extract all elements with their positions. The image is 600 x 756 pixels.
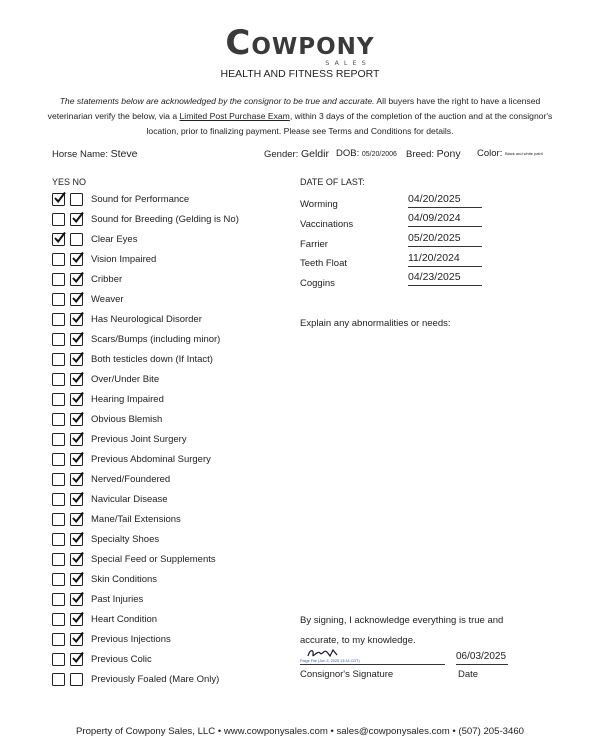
- signature-label: Consignor's Signature: [300, 669, 394, 680]
- no-checkbox[interactable]: [70, 353, 83, 366]
- condition-label: Previously Foaled (Mare Only): [91, 674, 220, 685]
- breed-label: Breed:: [406, 149, 434, 160]
- condition-label: Past Injuries: [91, 594, 144, 605]
- color-label: Color:: [477, 148, 503, 159]
- condition-label: Scars/Bumps (including minor): [91, 334, 221, 345]
- yes-checkbox[interactable]: [52, 453, 65, 466]
- yes-checkbox[interactable]: [52, 253, 65, 266]
- no-checkbox[interactable]: [70, 413, 83, 426]
- date-line: [456, 664, 508, 665]
- dob-field[interactable]: [336, 148, 397, 159]
- signature-line[interactable]: [300, 664, 445, 665]
- condition-label: Previous Colic: [91, 654, 152, 665]
- condition-label: Hearing Impaired: [91, 394, 164, 405]
- coggins-label: Coggins: [300, 278, 335, 289]
- no-checkbox[interactable]: [70, 233, 83, 246]
- dob-value: 05/20/2006: [361, 151, 397, 158]
- yes-checkbox[interactable]: [52, 513, 65, 526]
- no-checkbox[interactable]: [70, 493, 83, 506]
- signature-date-value[interactable]: 06/03/2025: [456, 651, 507, 662]
- horse-name-value: Steve: [110, 148, 138, 160]
- cowpony-sales-logo: [0, 23, 600, 67]
- yes-checkbox[interactable]: [52, 393, 65, 406]
- checkmark-icon: [71, 611, 84, 624]
- logo-initial: C: [225, 23, 252, 63]
- signature-stamp: Paige File (Jun 3, 2025 13:34 CDT): [300, 659, 360, 663]
- yes-checkbox[interactable]: [52, 633, 65, 646]
- condition-label: Previous Joint Surgery: [91, 434, 187, 445]
- yes-checkbox[interactable]: [52, 613, 65, 626]
- dob-label: DOB:: [336, 148, 360, 159]
- breed-field[interactable]: [406, 148, 461, 160]
- checkmark-icon: [53, 231, 66, 244]
- checkmark-icon: [71, 291, 84, 304]
- yes-checkbox[interactable]: [52, 353, 65, 366]
- farrier-label: Farrier: [300, 239, 328, 250]
- no-checkbox[interactable]: [70, 453, 83, 466]
- yes-checkbox[interactable]: [52, 373, 65, 386]
- date-label: Date: [458, 669, 479, 680]
- vaccinations-label: Vaccinations: [300, 219, 354, 230]
- intro-paragraph: [40, 94, 560, 139]
- yes-checkbox[interactable]: [52, 553, 65, 566]
- checkmark-icon: [71, 271, 84, 284]
- no-checkbox[interactable]: [70, 393, 83, 406]
- intro-part1: All buyers have the right to have a licensed veterinarian verify the below, via a: [47, 96, 541, 121]
- checkmark-icon: [71, 471, 84, 484]
- no-checkbox[interactable]: [70, 653, 83, 666]
- checkmark-icon: [71, 311, 84, 324]
- no-checkbox[interactable]: [70, 673, 83, 686]
- checkmark-icon: [71, 451, 84, 464]
- checkmark-icon: [71, 631, 84, 644]
- checkmark-icon: [71, 591, 84, 604]
- condition-label: Nerved/Foundered: [91, 474, 171, 485]
- footer: Property of Cowpony Sales, LLC • www.cowponysales.com • sales@cowponysales.com • (507) 205-3460: [75, 726, 524, 737]
- yes-checkbox[interactable]: [52, 573, 65, 586]
- color-field[interactable]: [477, 148, 543, 159]
- condition-label: Sound for Performance: [91, 194, 190, 205]
- yes-checkbox[interactable]: [52, 493, 65, 506]
- no-checkbox[interactable]: [70, 573, 83, 586]
- checkmark-icon: [71, 371, 84, 384]
- report-title: HEALTH AND FITNESS REPORT: [220, 68, 380, 80]
- no-checkbox[interactable]: [70, 213, 83, 226]
- checkmark-icon: [71, 411, 84, 424]
- teeth-float-date-field[interactable]: 11/20/2024: [408, 252, 482, 267]
- yes-checkbox[interactable]: [52, 433, 65, 446]
- checkmark-icon: [71, 531, 84, 544]
- yes-checkbox[interactable]: [52, 273, 65, 286]
- intro-part2: , within 3 days of the completion of the auction and at the consignor's location, prior to finalizing payment. Please see Terms and Conditions for details.: [146, 111, 553, 136]
- yes-checkbox[interactable]: [52, 413, 65, 426]
- yes-checkbox[interactable]: [52, 533, 65, 546]
- logo-rest: OWPONY: [251, 34, 375, 60]
- date-of-last-title: DATE OF LAST:: [300, 177, 365, 187]
- coggins-date-field[interactable]: 04/23/2025: [408, 271, 482, 286]
- worming-date-field[interactable]: 04/20/2025: [408, 193, 482, 208]
- explain-abnormalities-label: Explain any abnormalities or needs:: [300, 318, 451, 329]
- condition-label: Specialty Shoes: [91, 534, 160, 545]
- checkmark-icon: [71, 651, 84, 664]
- yes-checkbox[interactable]: [52, 673, 65, 686]
- no-checkbox[interactable]: [70, 553, 83, 566]
- condition-label: Clear Eyes: [91, 234, 138, 245]
- condition-label: Vision Impaired: [91, 254, 157, 265]
- gender-label: Gender:: [264, 149, 299, 160]
- no-checkbox[interactable]: [70, 473, 83, 486]
- no-checkbox[interactable]: [70, 633, 83, 646]
- no-checkbox[interactable]: [70, 333, 83, 346]
- checkmark-icon: [71, 511, 84, 524]
- checkmark-icon: [71, 571, 84, 584]
- condition-label: Cribber: [91, 274, 123, 285]
- condition-label: Sound for Breeding (Gelding is No): [91, 214, 239, 225]
- vaccinations-date-field[interactable]: 04/09/2024: [408, 212, 482, 227]
- condition-label: Previous Abdominal Surgery: [91, 454, 211, 465]
- condition-label: Both testicles down (If Intact): [91, 354, 213, 365]
- signature-scribble-icon: [306, 647, 340, 659]
- condition-label: Weaver: [91, 294, 124, 305]
- condition-label: Heart Condition: [91, 614, 158, 625]
- checkmark-icon: [71, 431, 84, 444]
- no-checkbox[interactable]: [70, 613, 83, 626]
- color-value: Black and white paint: [504, 150, 543, 156]
- checkmark-icon: [71, 251, 84, 264]
- checkmark-icon: [71, 351, 84, 364]
- no-checkbox[interactable]: [70, 253, 83, 266]
- condition-label: Navicular Disease: [91, 494, 168, 505]
- horse-name-label: Horse Name:: [52, 149, 108, 160]
- checkmark-icon: [71, 551, 84, 564]
- no-checkbox[interactable]: [70, 433, 83, 446]
- yes-checkbox[interactable]: [52, 293, 65, 306]
- condition-label: Skin Conditions: [91, 574, 158, 585]
- teeth-float-label: Teeth Float: [300, 258, 347, 269]
- checkmark-icon: [71, 331, 84, 344]
- exam-link[interactable]: Limited Post Purchase Exam: [179, 111, 290, 121]
- condition-label: Previous Injections: [91, 634, 171, 645]
- yes-checkbox[interactable]: [52, 193, 65, 206]
- no-checkbox[interactable]: [70, 513, 83, 526]
- worming-label: Worming: [300, 199, 338, 210]
- horse-name-field[interactable]: [52, 148, 137, 160]
- yes-checkbox[interactable]: [52, 333, 65, 346]
- yes-checkbox[interactable]: [52, 313, 65, 326]
- condition-label: Has Neurological Disorder: [91, 314, 202, 325]
- condition-label: Special Feed or Supplements: [91, 554, 216, 565]
- yes-checkbox[interactable]: [52, 653, 65, 666]
- yes-checkbox[interactable]: [52, 233, 65, 246]
- breed-value: Pony: [436, 148, 461, 160]
- farrier-date-field[interactable]: 05/20/2025: [408, 232, 482, 247]
- checkmark-icon: [53, 191, 66, 204]
- checkmark-icon: [71, 211, 84, 224]
- gender-value: Geldir: [300, 148, 329, 160]
- acknowledgement-text: By signing, I acknowledge everything is true and accurate, to my knowledge.: [300, 615, 504, 646]
- no-checkbox[interactable]: [70, 193, 83, 206]
- no-checkbox[interactable]: [70, 293, 83, 306]
- condition-label: Over/Under Bite: [91, 374, 160, 385]
- checkmark-icon: [71, 391, 84, 404]
- condition-label: Obvious Blemish: [91, 414, 163, 425]
- intro-italic: The statements below are acknowledged by the consignor to be true and accurate.: [59, 96, 375, 106]
- yes-checkbox[interactable]: [52, 593, 65, 606]
- gender-field[interactable]: [264, 148, 329, 160]
- yes-checkbox[interactable]: [52, 473, 65, 486]
- logo-subtitle: SALES: [325, 59, 371, 67]
- no-checkbox[interactable]: [70, 373, 83, 386]
- yes-no-header: YES NO: [52, 177, 87, 187]
- no-checkbox[interactable]: [70, 533, 83, 546]
- no-checkbox[interactable]: [70, 273, 83, 286]
- condition-label: Mane/Tail Extensions: [91, 514, 181, 525]
- no-checkbox[interactable]: [70, 313, 83, 326]
- no-checkbox[interactable]: [70, 593, 83, 606]
- yes-checkbox[interactable]: [52, 213, 65, 226]
- checkmark-icon: [71, 491, 84, 504]
